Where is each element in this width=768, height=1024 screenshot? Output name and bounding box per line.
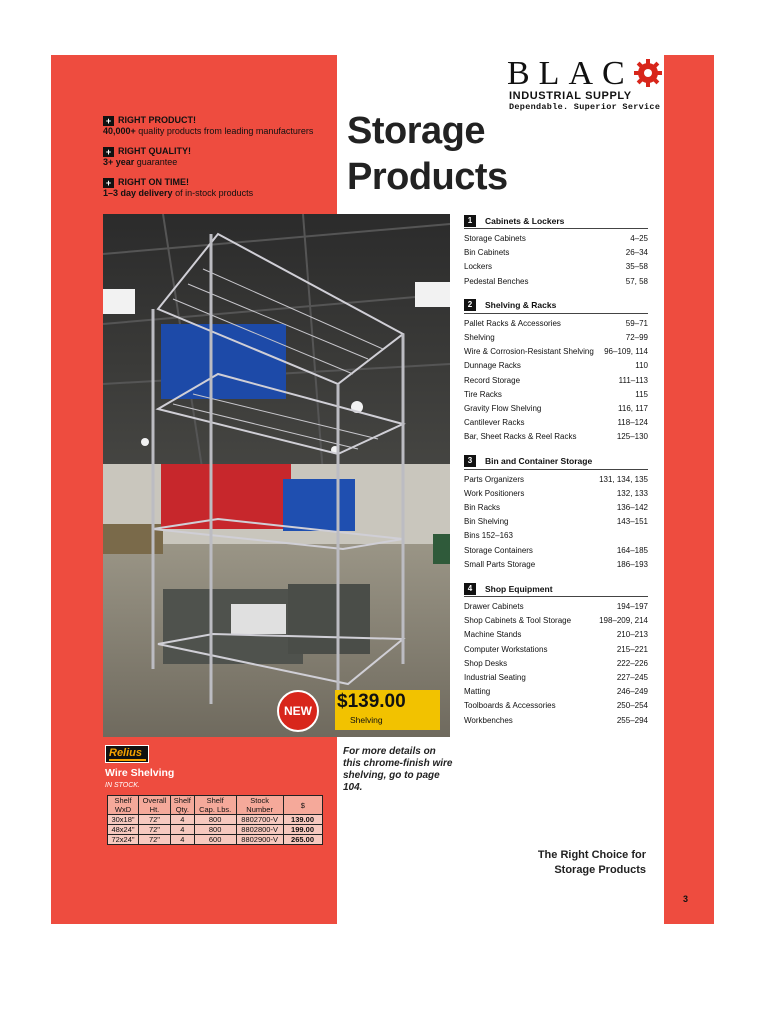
page-title-line1: Storage: [347, 110, 485, 152]
page-title: [347, 108, 508, 200]
table-cell: 8802900-V: [236, 835, 283, 845]
column-header: Shelf Cap. Lbs.: [194, 796, 236, 815]
logo-tagline: Dependable. Superior Service: [509, 102, 661, 112]
table-row: [108, 825, 323, 835]
toc-item[interactable]: Machine Stands 210–213: [464, 630, 648, 640]
table-row: [108, 815, 323, 825]
toc-item[interactable]: Small Parts Storage 186–193: [464, 559, 648, 569]
column-header: $: [283, 796, 322, 815]
section-title: Shop Equipment: [485, 583, 553, 594]
table-of-contents: [464, 213, 648, 737]
feature-highlight: 3+ year: [103, 157, 135, 167]
toc-item[interactable]: Record Storage 111–113: [464, 375, 648, 385]
closing-tagline: [500, 848, 646, 878]
new-badge-text: NEW: [284, 704, 312, 718]
plus-icon: +: [103, 147, 114, 157]
brand-name: Relius: [109, 747, 143, 759]
feature-item: [103, 115, 335, 137]
table-cell: 72": [139, 825, 171, 835]
table-cell: 72": [139, 835, 171, 845]
feature-heading: RIGHT PRODUCT!: [118, 115, 196, 125]
brand-underline: [109, 759, 146, 761]
brand-logo: [105, 745, 149, 763]
feature-heading: RIGHT ON TIME!: [118, 177, 189, 187]
toc-item[interactable]: Computer Workstations 215–221: [464, 644, 648, 654]
feature-list: [103, 115, 335, 208]
toc-item[interactable]: Shop Desks 222–226: [464, 658, 648, 668]
toc-item[interactable]: Lockers 35–58: [464, 262, 648, 272]
logo-wordmark: BLAC: [507, 55, 634, 92]
section-title: Cabinets & Lockers: [485, 215, 565, 226]
page-title-line2: Products: [347, 156, 508, 198]
section-number: 4: [464, 583, 476, 595]
toc-item[interactable]: Industrial Seating 227–245: [464, 673, 648, 683]
feature-text: of in-stock products: [172, 188, 254, 198]
feature-item: [103, 177, 335, 199]
section-number: 3: [464, 455, 476, 467]
toc-item[interactable]: Pallet Racks & Accessories 59–71: [464, 318, 648, 328]
column-header: Shelf Qty.: [170, 796, 194, 815]
stock-status: IN STOCK.: [105, 782, 140, 789]
feature-text: quality products from leading manufacturers: [135, 126, 314, 136]
wire-shelving-illustration: [103, 214, 450, 737]
logo-subtitle: INDUSTRIAL SUPPLY: [509, 90, 632, 102]
toc-section: [464, 454, 648, 572]
table-cell: 800: [194, 815, 236, 825]
toc-item[interactable]: Bin Cabinets 26–34: [464, 248, 648, 258]
toc-item[interactable]: Workbenches 255–294: [464, 715, 648, 725]
section-title: Shelving & Racks: [485, 300, 557, 311]
feature-highlight: 1–3 day delivery: [103, 188, 173, 198]
product-name: Wire Shelving: [105, 767, 175, 779]
plus-icon: +: [103, 178, 114, 188]
table-cell: 4: [170, 825, 194, 835]
toc-item[interactable]: Bin Shelving 143–151: [464, 517, 648, 527]
toc-item[interactable]: Storage Containers 164–185: [464, 545, 648, 555]
toc-section: [464, 581, 648, 728]
section-number: 1: [464, 215, 476, 227]
toc-section-header[interactable]: [464, 298, 648, 314]
toc-item[interactable]: Work Positioners 132, 133: [464, 488, 648, 498]
new-badge: [277, 690, 319, 732]
plus-icon: +: [103, 116, 114, 126]
table-cell-price: 199.00: [283, 825, 322, 835]
tagline-line2: Storage Products: [554, 864, 646, 876]
product-photo: [103, 214, 450, 737]
table-row: [108, 835, 323, 845]
table-cell: 600: [194, 835, 236, 845]
page-number: 3: [683, 894, 689, 904]
toc-item[interactable]: Gravity Flow Shelving 116, 117: [464, 404, 648, 414]
toc-item[interactable]: Bins 152–163: [464, 531, 513, 541]
toc-item[interactable]: Tire Racks 115: [464, 389, 648, 399]
toc-item[interactable]: Matting 246–249: [464, 687, 648, 697]
column-header: Shelf WxD: [108, 796, 139, 815]
feature-item: [103, 146, 335, 168]
table-cell: 48x24": [108, 825, 139, 835]
table-cell: 4: [170, 815, 194, 825]
table-cell: 4: [170, 835, 194, 845]
company-logo: [505, 55, 665, 115]
toc-item[interactable]: Dunnage Racks 110: [464, 361, 648, 371]
toc-item[interactable]: Shop Cabinets & Tool Storage 198–209, 214: [464, 616, 648, 626]
toc-item[interactable]: Drawer Cabinets 194–197: [464, 602, 648, 612]
table-cell: 72x24": [108, 835, 139, 845]
toc-item[interactable]: Shelving 72–99: [464, 333, 648, 343]
toc-item[interactable]: Storage Cabinets 4–25: [464, 234, 648, 243]
price-value: $139.00: [337, 691, 406, 712]
tagline-line1: The Right Choice for: [537, 849, 646, 861]
toc-section-header[interactable]: [464, 454, 648, 470]
table-header-row: [108, 796, 323, 815]
toc-item[interactable]: Toolboards & Accessories 250–254: [464, 701, 648, 711]
section-title: Bin and Container Storage: [485, 456, 593, 467]
toc-item[interactable]: Cantilever Racks 118–124: [464, 418, 648, 428]
toc-item[interactable]: Pedestal Benches 57, 58: [464, 276, 648, 286]
price-tag: [335, 690, 440, 730]
toc-item[interactable]: Parts Organizers 131, 134, 135: [464, 474, 648, 484]
toc-section-header[interactable]: [464, 213, 648, 229]
price-label: Shelving: [350, 715, 383, 725]
table-cell: 30x18": [108, 815, 139, 825]
table-cell: 72": [139, 815, 171, 825]
gear-icon: [633, 58, 663, 88]
table-cell: 800: [194, 825, 236, 835]
right-red-strip: [664, 55, 714, 924]
more-info-note: For more details on this chrome-finish wire shelving, go to page 104.: [343, 746, 453, 793]
toc-item[interactable]: Bar, Sheet Racks & Reel Racks 125–130: [464, 432, 648, 442]
column-header: Stock Number: [236, 796, 283, 815]
feature-heading: RIGHT QUALITY!: [118, 146, 191, 156]
column-header: Overall Ht.: [139, 796, 171, 815]
spec-table: [107, 795, 323, 845]
table-cell: 8802800-V: [236, 825, 283, 835]
table-cell: 8802700-V: [236, 815, 283, 825]
feature-text: guarantee: [134, 157, 178, 167]
toc-section: [464, 298, 648, 445]
toc-item[interactable]: Wire & Corrosion-Resistant Shelving 96–109, 114: [464, 347, 648, 357]
toc-item[interactable]: Bin Racks 136–142: [464, 503, 648, 513]
toc-section-header[interactable]: [464, 581, 648, 597]
feature-highlight: 40,000+: [103, 126, 136, 136]
table-cell-price: 139.00: [283, 815, 322, 825]
table-cell-price: 265.00: [283, 835, 322, 845]
toc-section: [464, 213, 648, 289]
section-number: 2: [464, 299, 476, 311]
